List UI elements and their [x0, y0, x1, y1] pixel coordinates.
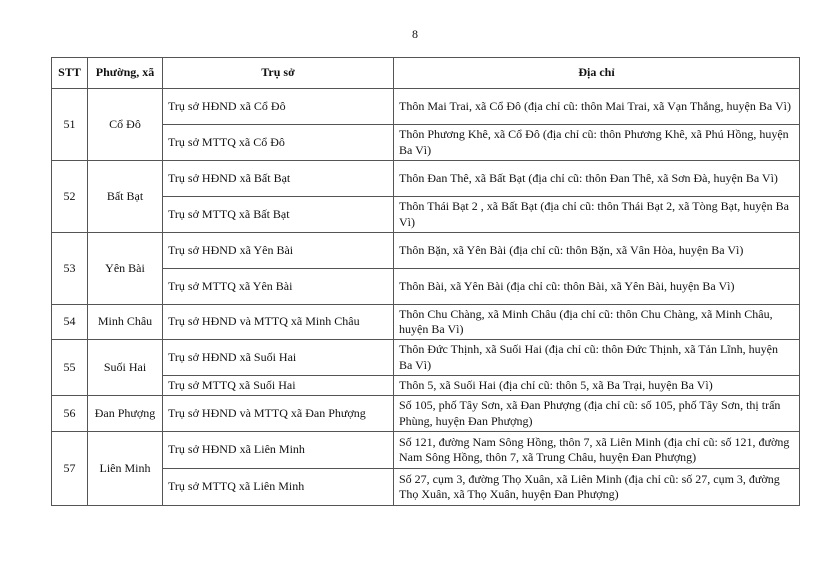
office-cell: Trụ sở MTTQ xã Suối Hai: [163, 376, 394, 396]
office-cell: Trụ sở HĐND xã Yên Bài: [163, 233, 394, 269]
office-cell: Trụ sở MTTQ xã Yên Bài: [163, 269, 394, 305]
office-cell: Trụ sở HĐND xã Bất Bạt: [163, 161, 394, 197]
header-stt: STT: [52, 58, 88, 89]
office-cell: Trụ sở HĐND xã Suối Hai: [163, 340, 394, 376]
ward-cell: Liên Minh: [88, 432, 163, 506]
stt-cell: 53: [52, 233, 88, 305]
address-cell: Số 27, cụm 3, đường Thọ Xuân, xã Liên Minh (địa chỉ cũ: số 27, cụm 3, đường Thọ Xuân, xã Thọ Xuân, huyện Đan Phượng): [394, 469, 800, 506]
stt-cell: 51: [52, 89, 88, 161]
stt-cell: 56: [52, 396, 88, 432]
table-row: [52, 432, 800, 469]
ward-cell: Yên Bài: [88, 233, 163, 305]
ward-cell: Bất Bạt: [88, 161, 163, 233]
office-cell: Trụ sở HĐND và MTTQ xã Minh Châu: [163, 305, 394, 340]
table-header-row: [52, 58, 800, 89]
address-cell: Thôn 5, xã Suối Hai (địa chỉ cũ: thôn 5, xã Ba Trại, huyện Ba Vì): [394, 376, 800, 396]
page-number: 8: [412, 27, 418, 41]
address-cell: Số 121, đường Nam Sông Hồng, thôn 7, xã Liên Minh (địa chỉ cũ: số 121, đường Nam Sông Hồng, thôn 7, xã Trung Châu, huyện Đan Phượng): [394, 432, 800, 469]
address-cell: Thôn Đan Thê, xã Bất Bạt (địa chỉ cũ: thôn Đan Thê, xã Sơn Đà, huyện Ba Vì): [394, 161, 800, 197]
table-row: [52, 89, 800, 125]
office-cell: Trụ sở MTTQ xã Cổ Đô: [163, 125, 394, 161]
office-cell: Trụ sở HĐND xã Liên Minh: [163, 432, 394, 469]
address-cell: Số 105, phố Tây Sơn, xã Đan Phượng (địa chỉ cũ: số 105, phố Tây Sơn, thị trấn Phùng, huyện Đan Phượng): [394, 396, 800, 432]
stt-cell: 54: [52, 305, 88, 340]
header-ward: Phường, xã: [88, 58, 163, 89]
address-cell: Thôn Chu Chàng, xã Minh Châu (địa chỉ cũ: thôn Chu Chàng, xã Minh Châu, huyện Ba Vì): [394, 305, 800, 340]
table-row: [52, 269, 800, 305]
office-address-table: [51, 57, 800, 506]
address-cell: Thôn Bài, xã Yên Bài (địa chỉ cũ: thôn Bài, xã Yên Bài, huyện Ba Vì): [394, 269, 800, 305]
office-cell: Trụ sở HĐND xã Cổ Đô: [163, 89, 394, 125]
table-row: [52, 396, 800, 432]
table-row: [52, 197, 800, 233]
office-cell: Trụ sở HĐND và MTTQ xã Đan Phượng: [163, 396, 394, 432]
table-row: [52, 469, 800, 506]
table-row: [52, 305, 800, 340]
header-address: Địa chỉ: [394, 58, 800, 89]
address-cell: Thôn Đức Thịnh, xã Suối Hai (địa chỉ cũ: thôn Đức Thịnh, xã Tản Lĩnh, huyện Ba Vì): [394, 340, 800, 376]
header-office: Trụ sở: [163, 58, 394, 89]
stt-cell: 57: [52, 432, 88, 506]
ward-cell: Minh Châu: [88, 305, 163, 340]
stt-cell: 52: [52, 161, 88, 233]
ward-cell: Suối Hai: [88, 340, 163, 396]
address-cell: Thôn Phương Khê, xã Cổ Đô (địa chỉ cũ: thôn Phương Khê, xã Phú Hồng, huyện Ba Vì): [394, 125, 800, 161]
table-row: [52, 340, 800, 376]
table-row: [52, 125, 800, 161]
office-cell: Trụ sở MTTQ xã Bất Bạt: [163, 197, 394, 233]
table-row: [52, 161, 800, 197]
address-cell: Thôn Bặn, xã Yên Bài (địa chỉ cũ: thôn Bặn, xã Vân Hòa, huyện Ba Vì): [394, 233, 800, 269]
table-row: [52, 376, 800, 396]
address-cell: Thôn Mai Trai, xã Cổ Đô (địa chỉ cũ: thôn Mai Trai, xã Vạn Thắng, huyện Ba Vì): [394, 89, 800, 125]
office-cell: Trụ sở MTTQ xã Liên Minh: [163, 469, 394, 506]
address-cell: Thôn Thái Bạt 2 , xã Bất Bạt (địa chỉ cũ: thôn Thái Bạt 2, xã Tòng Bạt, huyện Ba Vì): [394, 197, 800, 233]
stt-cell: 55: [52, 340, 88, 396]
ward-cell: Cổ Đô: [88, 89, 163, 161]
ward-cell: Đan Phượng: [88, 396, 163, 432]
table-row: [52, 233, 800, 269]
